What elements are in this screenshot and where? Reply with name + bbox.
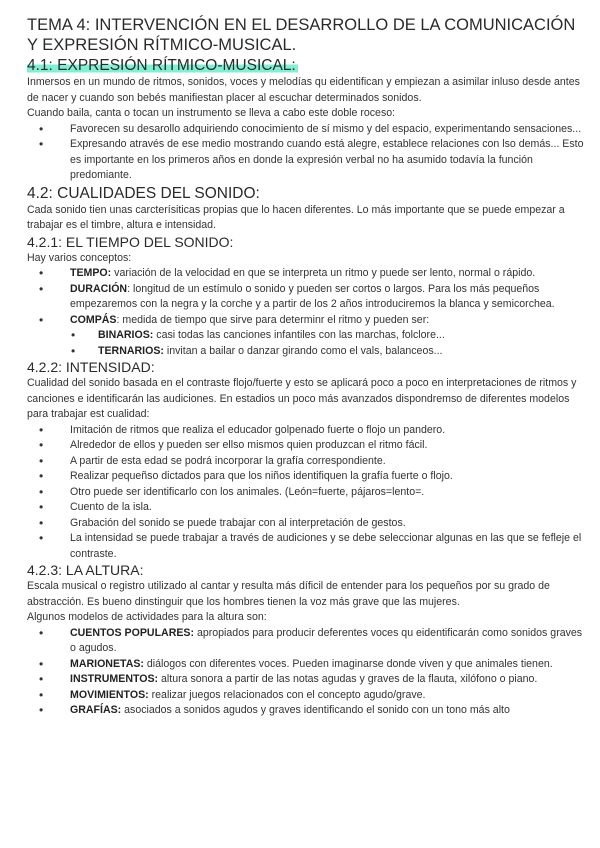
list-item <box>27 688 588 704</box>
definition: : medida de tiempo que sirve para determinr el ritmo y pueden ser: <box>116 313 430 326</box>
document-title: TEMA 4: INTERVENCIÓN EN EL DESARROLLO DE LA COMUNICACIÓN Y EXPRESIÓN RÍTMICO-MUSICAL. <box>27 16 576 54</box>
list-item: • Cuento de la isla. <box>27 500 588 516</box>
highlighted-heading: 4.1: EXPRESIÓN RÍTMICO-MUSICAL: <box>27 57 296 74</box>
list-item: • A partir de esta edad se podrá incorporar la grafía correspondiente. <box>27 454 588 470</box>
list-item: • Expresando através de ese medio mostrando cuando está alegre, establece relaciones con lso demás... Esto es importante en los primeros años en donde la expresión verbal no ha asumido todavía la función predomiante. <box>27 137 588 184</box>
term: MARIONETAS: <box>70 657 144 670</box>
list-item: • Imitación de ritmos que realiza el educador golpenado fuerte o flojo un pandero. <box>27 423 588 439</box>
term: DURACIÓN <box>70 282 128 295</box>
list-item: • Grabación del sonido se puede trabajar con al interpretación de gestos. <box>27 516 588 532</box>
definition: diálogos con diferentes voces. Pueden imaginarse donde viven y que animales tienen. <box>143 657 553 670</box>
section-4-2-3-intro: Escala musical o registro utilizado al cantar y resulta más díficil de entender para los pequeños por su grado de abstracción. Es bueno dinstinguir que los hombres tienen la voz más grave que las mujeres. <box>27 580 550 608</box>
section-4-2-2-list <box>27 423 588 563</box>
section-4-1-list <box>27 122 588 184</box>
term: COMPÁS <box>70 313 117 326</box>
term: BINARIOS: <box>98 329 154 341</box>
definition: altura sonora a partir de las notas agudas y graves de la flauta, xilófono o piano. <box>158 673 538 685</box>
list-item <box>27 266 588 282</box>
definition: asociados a sonidos agudos y graves identificando el sonido con un tono más alto <box>121 704 510 716</box>
definition: casi todas las canciones infantiles con las marchas, folclore... <box>153 329 445 341</box>
sub-list-item <box>27 328 588 344</box>
list-item: • Alrededor de ellos y pueden ser ellso mismos quien produzcan el ritmo fácil. <box>27 438 588 454</box>
section-4-1-heading <box>27 56 588 75</box>
list-item <box>27 626 588 657</box>
definition: apropiados para producir deferentes voces qu eidentificarán como sonidos graves o agudos. <box>70 626 583 654</box>
section-4-2-3-intro-2: Algunos modelos de actividades para la altura son: <box>27 611 267 623</box>
section-4-2-1-heading: 4.2.1: EL TIEMPO DEL SONIDO: <box>27 233 234 250</box>
list-item: • Otro puede ser identificarlo con los animales. (León=fuerte, pájaros=lento=. <box>27 485 588 501</box>
list-item: • La intensidad se puede trabajar a través de audiciones y se debe seleccionar algunas en las que se fefleje el contraste. <box>27 531 588 562</box>
list-item: • Realizar pequeñso dictados para que los niños identifiquen la grafía fuerte o flojo. <box>27 469 588 485</box>
section-4-2-2-intro: Cualidad del sonido basada en el contraste flojo/fuerte y esto se aplicará poco a poco en interpretaciones de ritmos y canciones e identificarán las audiciones. En estadios un poco más avanzados dispondremso de diferentes modelos para trabajar est cualidad: <box>27 377 577 420</box>
list-item <box>27 657 588 673</box>
section-4-1-intro-2: Cuando baila, canta o tocan un instrumento se lleva a cabo este doble roceso: <box>27 107 396 119</box>
section-4-2-1-list <box>27 266 588 359</box>
section-4-2-intro: Cada sonido tien unas carcterísiticas propias que lo hacen diferentes. Lo más importante que se puede empezar a trabajar es el timbre, altura e intensidad. <box>27 203 565 231</box>
list-item <box>27 313 588 360</box>
sub-list-item <box>27 344 588 360</box>
list-item <box>27 672 588 688</box>
list-item <box>27 282 588 313</box>
section-4-1-intro: Inmersos en un mundo de ritmos, sonidos, voces y melodías qu eidentifican y empiezan a asimilar inluso desde antes de nacer y cuando son bebés manifiestan placer al escuchar determinados sonidos. <box>27 76 580 104</box>
term: INSTRUMENTOS: <box>70 673 159 685</box>
definition: invitan a bailar o danzar girando como el vals, balanceos... <box>163 344 443 357</box>
section-4-2-3-list <box>27 626 588 719</box>
section-4-2-heading: 4.2: CUALIDADES DEL SONIDO: <box>27 184 260 202</box>
definition: variación de la velocidad en que se interpreta un ritmo y puede ser lento, normal o rápido. <box>111 267 536 279</box>
term: CUENTOS POPULARES: <box>70 626 195 639</box>
term: TEMPO: <box>70 267 112 279</box>
term: TERNARIOS: <box>98 344 164 357</box>
list-item <box>27 703 588 719</box>
section-4-2-1-intro: Hay varios conceptos: <box>27 251 132 264</box>
definition: : longitud de un estímulo o sonido y pueden ser cortos o largos. Para los más pequeños empezaremos con la negra y la corche y a partir de los 2 años introduciremos la blanca y semicorchea. <box>70 282 555 310</box>
definition: realizar juegos relacionados con el concepto agudo/grave. <box>148 688 426 701</box>
sub-list <box>70 328 588 359</box>
term: MOVIMIENTOS: <box>70 688 149 701</box>
list-item: • Favorecen su desarollo adquiriendo conocimiento de sí mismo y del espacio, experimentando sensaciones... <box>27 122 588 138</box>
section-4-2-3-heading: 4.2.3: LA ALTURA: <box>27 562 144 578</box>
term: GRAFÍAS: <box>70 704 122 716</box>
section-4-2-2-heading: 4.2.2: INTENSIDAD: <box>27 359 155 375</box>
